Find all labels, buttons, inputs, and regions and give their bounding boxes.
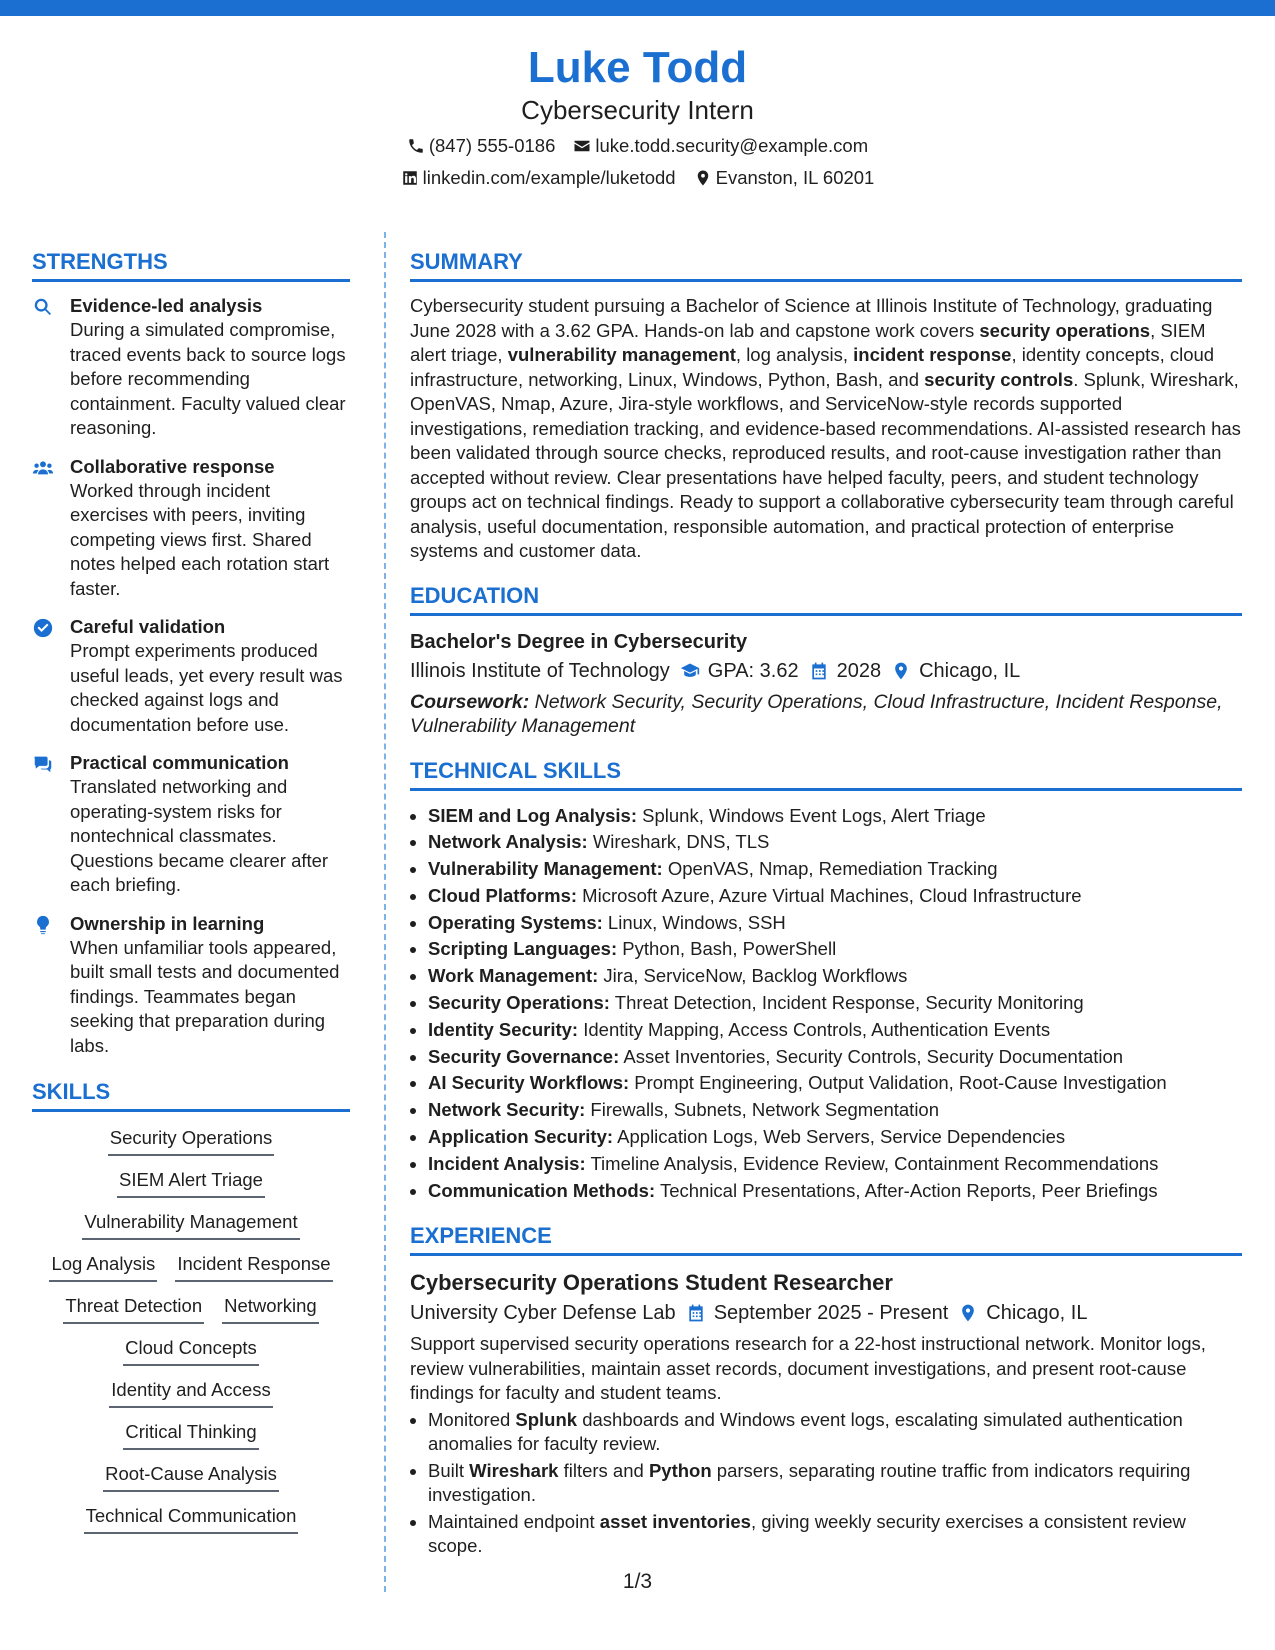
phone-text: (847) 555-0186 bbox=[428, 135, 556, 156]
strength-desc: Translated networking and operating-system risks for nontechnical classmates. Questions became clearer after each briefing. bbox=[70, 776, 329, 895]
summary-text bbox=[410, 294, 1242, 564]
candidate-title: Cybersecurity Intern bbox=[521, 95, 754, 125]
skill-values: Prompt Engineering, Output Validation, Root-Cause Investigation bbox=[629, 1072, 1167, 1094]
strength-desc: During a simulated compromise, traced events back to source logs before recommending containment. Faculty valued clear reasoning. bbox=[70, 319, 346, 438]
strength-desc: Prompt experiments produced useful leads, yet every result was checked against logs and documentation before use. bbox=[70, 640, 343, 735]
coursework-label: Coursework: bbox=[410, 690, 530, 713]
emphasis-text: vulnerability management bbox=[507, 344, 736, 365]
technical-skill-item bbox=[428, 1124, 1242, 1151]
technical-skill-item bbox=[428, 1178, 1242, 1205]
text-run: filters and bbox=[558, 1459, 649, 1481]
technical-skill-item bbox=[428, 1070, 1242, 1097]
skill-values: Timeline Analysis, Evidence Review, Containment Recommendations bbox=[585, 1152, 1159, 1174]
technical-skill-item bbox=[428, 963, 1242, 990]
calendar-icon bbox=[686, 1303, 706, 1323]
skill-category: Vulnerability Management: bbox=[428, 858, 663, 880]
right-column bbox=[410, 248, 1242, 1561]
search-icon bbox=[32, 296, 54, 318]
left-column bbox=[32, 248, 350, 1534]
contact-location bbox=[694, 166, 875, 190]
skill-tag: Vulnerability Management bbox=[82, 1210, 299, 1240]
contact-row-1 bbox=[0, 134, 1275, 158]
skill-category: SIEM and Log Analysis: bbox=[428, 804, 638, 826]
education-heading: EDUCATION bbox=[410, 582, 1242, 616]
experience-heading: EXPERIENCE bbox=[410, 1222, 1242, 1256]
job-org: University Cyber Defense Lab bbox=[410, 1302, 676, 1325]
education-meta bbox=[410, 656, 1242, 686]
job-title: Cybersecurity Operations Student Researcher bbox=[410, 1270, 893, 1296]
summary-heading: SUMMARY bbox=[410, 248, 1242, 282]
text-run: parsers, separating routine traffic from indicators requiring investigation. bbox=[428, 1459, 1191, 1506]
skills-heading: SKILLS bbox=[32, 1078, 350, 1112]
strength-item bbox=[32, 912, 350, 1059]
job-location: Chicago, IL bbox=[986, 1302, 1088, 1325]
top-accent-bar bbox=[0, 0, 1275, 16]
strength-title: Collaborative response bbox=[70, 455, 275, 477]
strength-title: Practical communication bbox=[70, 752, 289, 773]
technical-skills-heading: TECHNICAL SKILLS bbox=[410, 757, 1242, 791]
skill-category: Identity Security: bbox=[428, 1018, 579, 1040]
skill-category: Cloud Platforms: bbox=[428, 884, 578, 906]
skill-row bbox=[109, 1378, 272, 1408]
column-divider bbox=[384, 232, 386, 1592]
skill-category: Application Security: bbox=[428, 1126, 614, 1148]
strength-title: Evidence-led analysis bbox=[70, 295, 263, 316]
check-circle-icon bbox=[32, 617, 54, 639]
job-bullet bbox=[428, 1408, 1242, 1457]
text-run: . Splunk, Wireshark, OpenVAS, Nmap, Azure, Jira-style workflows, and ServiceNow-style records supported investigations, remediation tracking, and evidence-based recommendations. AI-assisted research has been validated through source checks, reproduced results, and root-cause investigation rather than accepted without review. Clear presentations have helped faculty, peers, and student technology groups act on technical findings. Ready to support a collaborative cybersecurity team through careful analysis, useful documentation, responsible automation, and practical protection of enterprise systems and customer data. bbox=[410, 368, 1241, 561]
strength-desc: Worked through incident exercises with peers, inviting competing views first. Shared notes helped each rotation start faster. bbox=[70, 479, 330, 599]
text-run: Built bbox=[428, 1459, 470, 1481]
strength-desc: When unfamiliar tools appeared, built small tests and documented findings. Teammates began seeking that preparation during labs. bbox=[70, 936, 340, 1056]
skill-values: Python, Bash, PowerShell bbox=[617, 938, 837, 960]
skill-values: Firewalls, Subnets, Network Segmentation bbox=[585, 1099, 940, 1121]
graduation-year: 2028 bbox=[836, 659, 882, 682]
skill-category: Security Governance: bbox=[428, 1045, 620, 1067]
gpa-text: GPA: 3.62 bbox=[707, 659, 799, 682]
linkedin-icon bbox=[401, 169, 419, 187]
skill-tag: SIEM Alert Triage bbox=[117, 1168, 265, 1198]
emphasis-text: Wireshark bbox=[469, 1459, 559, 1481]
skill-tag: Identity and Access bbox=[109, 1378, 272, 1408]
map-pin-icon bbox=[694, 169, 712, 187]
technical-skill-item bbox=[428, 856, 1242, 883]
map-pin-icon bbox=[958, 1303, 978, 1323]
linkedin-text: linkedin.com/example/luketodd bbox=[422, 167, 676, 188]
skills-tag-list bbox=[32, 1126, 350, 1534]
skill-values: OpenVAS, Nmap, Remediation Tracking bbox=[662, 858, 998, 880]
strength-title: Ownership in learning bbox=[70, 912, 265, 934]
contact-email[interactable] bbox=[573, 134, 868, 158]
skill-row bbox=[84, 1504, 299, 1534]
skill-category: Communication Methods: bbox=[428, 1179, 656, 1201]
phone-icon bbox=[407, 137, 425, 155]
contact-phone[interactable] bbox=[407, 134, 556, 158]
skill-values: Application Logs, Web Servers, Service Dependencies bbox=[613, 1126, 1066, 1148]
skill-category: Network Analysis: bbox=[428, 831, 588, 853]
users-icon bbox=[32, 457, 54, 479]
calendar-icon bbox=[809, 661, 829, 681]
skill-values: Wireshark, DNS, TLS bbox=[587, 831, 770, 853]
technical-skill-item bbox=[428, 1151, 1242, 1178]
strength-item bbox=[32, 294, 350, 441]
page-number: 1/3 bbox=[622, 1570, 653, 1593]
skill-tag: Root-Cause Analysis bbox=[103, 1462, 279, 1492]
skill-tag: Security Operations bbox=[108, 1126, 274, 1156]
lightbulb-icon bbox=[32, 914, 54, 936]
technical-skill-item bbox=[428, 829, 1242, 856]
skill-values: Identity Mapping, Access Controls, Authentication Events bbox=[578, 1018, 1051, 1040]
coursework-list: Network Security, Security Operations, Cloud Infrastructure, Incident Response, Vulnerability Management bbox=[410, 690, 1223, 737]
technical-skill-item bbox=[428, 990, 1242, 1017]
skill-values: Linux, Windows, SSH bbox=[602, 911, 786, 933]
text-run: Maintained endpoint bbox=[428, 1510, 600, 1532]
strength-item bbox=[32, 751, 350, 898]
strength-title: Careful validation bbox=[70, 616, 226, 637]
skill-tag: Technical Communication bbox=[84, 1504, 299, 1534]
technical-skill-item bbox=[428, 1097, 1242, 1124]
skill-category: Network Security: bbox=[428, 1099, 586, 1121]
job-bullets bbox=[410, 1408, 1242, 1559]
skill-tag: Log Analysis bbox=[49, 1252, 157, 1282]
skill-category: Incident Analysis: bbox=[428, 1152, 586, 1174]
emphasis-text: Splunk bbox=[515, 1408, 578, 1430]
technical-skill-item bbox=[428, 936, 1242, 963]
emphasis-text: incident response bbox=[853, 344, 1012, 365]
skill-category: Scripting Languages: bbox=[428, 938, 618, 960]
skill-row bbox=[123, 1420, 258, 1450]
job-meta bbox=[410, 1298, 1242, 1328]
coursework bbox=[410, 690, 1242, 739]
skill-category: Operating Systems: bbox=[428, 911, 603, 933]
skill-values: Microsoft Azure, Azure Virtual Machines, Cloud Infrastructure bbox=[577, 884, 1082, 906]
strength-item bbox=[32, 615, 350, 737]
emphasis-text: asset inventories bbox=[599, 1510, 751, 1532]
skill-values: Jira, ServiceNow, Backlog Workflows bbox=[598, 965, 908, 987]
map-pin-icon bbox=[891, 661, 911, 681]
technical-skill-item bbox=[428, 910, 1242, 937]
email-text: luke.todd.security@example.com bbox=[595, 135, 869, 156]
contact-linkedin[interactable] bbox=[401, 166, 676, 190]
skill-row bbox=[108, 1126, 274, 1156]
technical-skill-item bbox=[428, 1017, 1242, 1044]
skill-values: Splunk, Windows Event Logs, Alert Triage bbox=[637, 804, 986, 826]
location-text: Evanston, IL 60201 bbox=[715, 167, 875, 188]
technical-skills-list bbox=[410, 803, 1242, 1205]
skill-tag: Cloud Concepts bbox=[123, 1336, 259, 1366]
skill-row bbox=[123, 1336, 259, 1366]
skill-row bbox=[103, 1462, 279, 1492]
skill-category: Security Operations: bbox=[428, 992, 610, 1014]
job-bullet bbox=[428, 1459, 1242, 1508]
school-location: Chicago, IL bbox=[919, 659, 1021, 682]
skill-values: Asset Inventories, Security Controls, Security Documentation bbox=[619, 1045, 1124, 1067]
skill-row bbox=[117, 1168, 265, 1198]
strength-item bbox=[32, 455, 350, 602]
text-run: , log analysis, bbox=[735, 344, 854, 365]
technical-skill-item bbox=[428, 803, 1242, 830]
skill-row bbox=[63, 1294, 318, 1324]
skill-row bbox=[82, 1210, 299, 1240]
graduation-cap-icon bbox=[680, 661, 700, 681]
skill-values: Threat Detection, Incident Response, Security Monitoring bbox=[609, 992, 1084, 1014]
skill-category: AI Security Workflows: bbox=[428, 1072, 630, 1094]
job-description: Support supervised security operations research for a 22-host instructional network. Monitor logs, review vulnerabilities, maintain asset records, document investigations, and present root-cause findings for faculty and student teams. bbox=[410, 1333, 1206, 1404]
candidate-name: Luke Todd bbox=[527, 43, 748, 92]
strengths-heading: STRENGTHS bbox=[32, 248, 350, 282]
contact-row-2 bbox=[0, 166, 1275, 190]
text-run: Cybersecurity student pursuing a Bachelor of Science at Illinois Institute of Technology, graduating June 2028 with a 3.62 GPA. Hands-on lab and capstone work covers bbox=[410, 295, 1213, 341]
skill-tag: Threat Detection bbox=[63, 1294, 204, 1324]
skill-tag: Critical Thinking bbox=[123, 1420, 258, 1450]
text-run: dashboards and Windows event logs, escalating simulated authentication anomalies for faculty review. bbox=[428, 1408, 1183, 1455]
text-run: , giving weekly security exercises a consistent review scope. bbox=[428, 1510, 1186, 1557]
emphasis-text: security controls bbox=[924, 368, 1074, 390]
emphasis-text: security operations bbox=[979, 319, 1151, 341]
skill-tag: Networking bbox=[222, 1294, 319, 1324]
envelope-icon bbox=[573, 137, 591, 155]
skill-tag: Incident Response bbox=[175, 1252, 332, 1282]
text-run: , SIEM alert triage, bbox=[410, 319, 1206, 365]
skill-category: Work Management: bbox=[428, 965, 599, 987]
job-bullet bbox=[428, 1510, 1242, 1559]
technical-skill-item bbox=[428, 1044, 1242, 1071]
technical-skill-item bbox=[428, 883, 1242, 910]
emphasis-text: Python bbox=[648, 1459, 712, 1481]
skill-row bbox=[49, 1252, 332, 1282]
job-dates: September 2025 - Present bbox=[713, 1302, 949, 1325]
text-run: Monitored bbox=[428, 1408, 516, 1430]
school-name: Illinois Institute of Technology bbox=[410, 659, 670, 682]
degree-title: Bachelor's Degree in Cybersecurity bbox=[410, 630, 748, 653]
chat-icon bbox=[32, 753, 54, 775]
skill-values: Technical Presentations, After-Action Reports, Peer Briefings bbox=[655, 1179, 1158, 1201]
text-run: , identity concepts, cloud infrastructure, networking, Linux, Windows, Python, Bash, and bbox=[410, 344, 1215, 390]
